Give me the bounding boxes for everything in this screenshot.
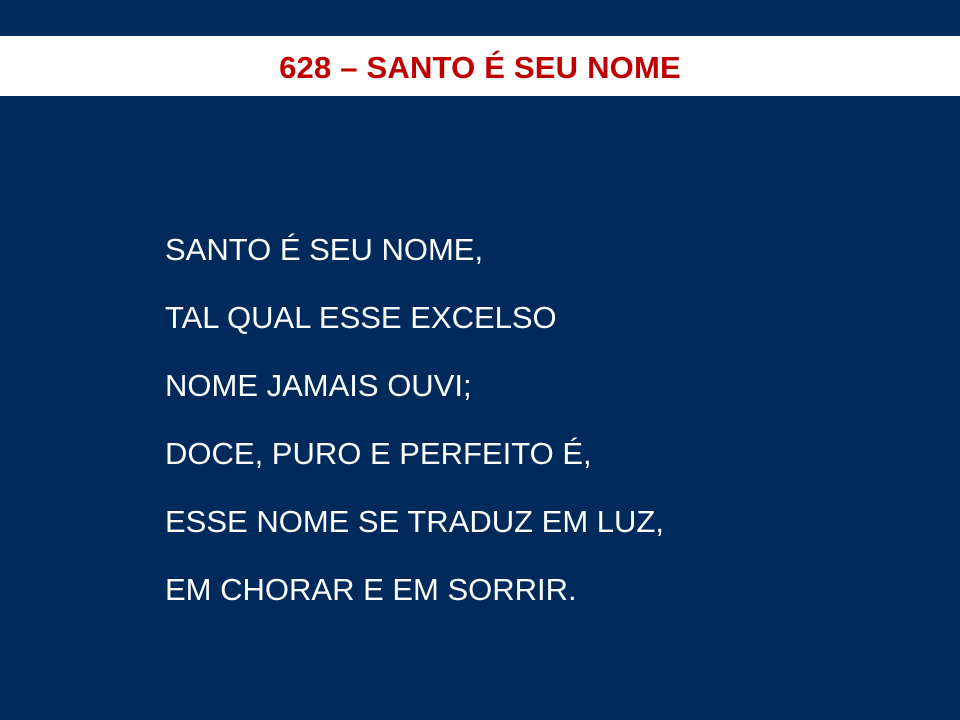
- lyric-line-5: ESSE NOME SE TRADUZ EM LUZ,: [165, 504, 664, 539]
- lyric-line-6: EM CHORAR E EM SORRIR.: [165, 572, 577, 607]
- lyric-line-2: TAL QUAL ESSE EXCELSO: [165, 300, 557, 335]
- slide-title: 628 – SANTO É SEU NOME: [279, 49, 681, 85]
- lyric-line-4: DOCE, PURO E PERFEITO É,: [165, 436, 592, 471]
- title-bar: [0, 36, 960, 96]
- lyrics-block: [165, 216, 664, 624]
- lyric-line-1: SANTO É SEU NOME,: [165, 232, 484, 267]
- lyric-line-3: NOME JAMAIS OUVI;: [165, 368, 472, 403]
